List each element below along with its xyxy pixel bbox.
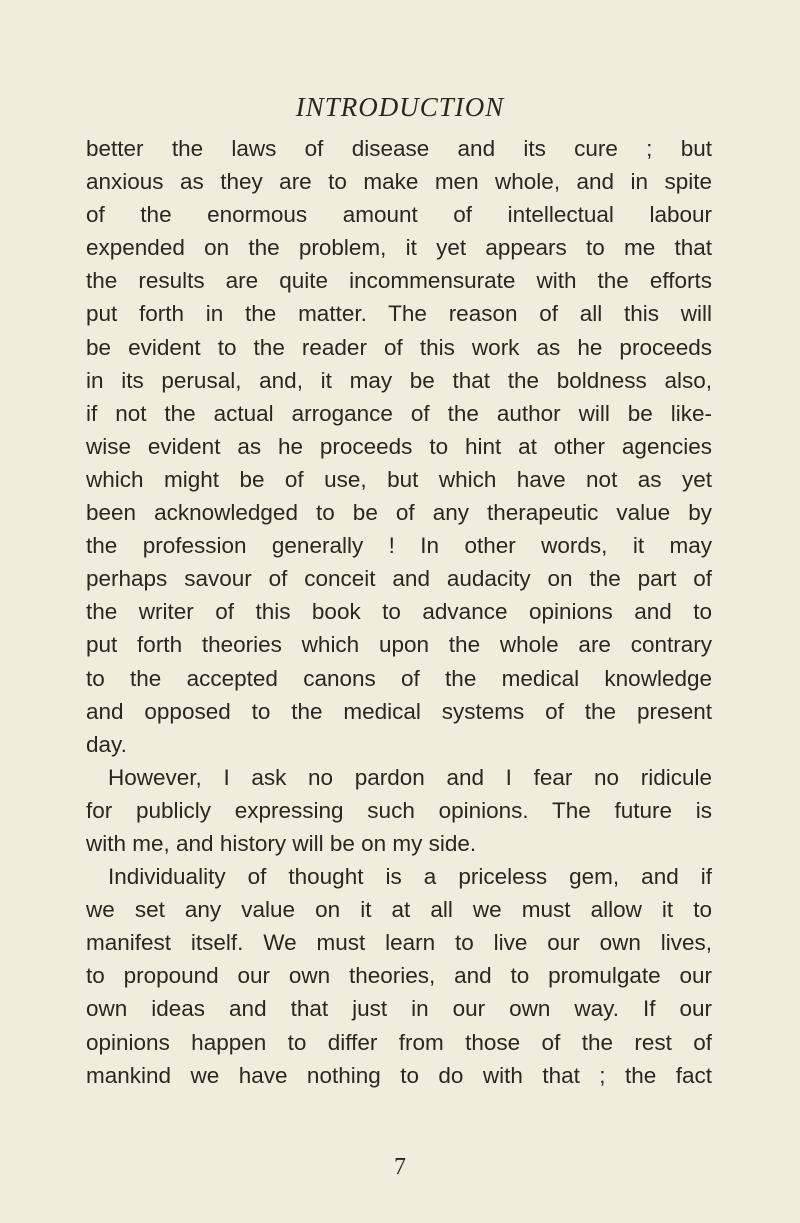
text-line: the writer of this book to advance opinions and to	[86, 599, 712, 625]
text-line: the results are quite incommensurate with the efforts	[86, 268, 712, 294]
text-line: wise evident as he proceeds to hint at other agencies	[86, 433, 712, 459]
text-line: put forth in the matter. The reason of all this will	[86, 301, 712, 327]
text-line: better the laws of disease and its cure ; but	[86, 136, 712, 161]
running-head: INTRODUCTION	[295, 92, 505, 122]
text-line: opinions happen to differ from those of the rest of	[86, 1029, 712, 1055]
text-line: which might be of use, but which have not as yet	[86, 466, 712, 492]
text-line: expended on the problem, it yet appears to me that	[86, 235, 712, 261]
text-line: the profession generally ! In other words, it may	[86, 533, 712, 559]
text-line: day.	[86, 731, 127, 757]
text-line: be evident to the reader of this work as he proceeds	[86, 334, 712, 360]
text-line: we set any value on it at all we must allow it to	[86, 897, 712, 923]
text-line: to propound our own theories, and to promulgate our	[86, 963, 712, 989]
text-line: if not the actual arrogance of the author will be like-	[86, 400, 712, 426]
text-line: with me, and history will be on my side.	[86, 830, 477, 856]
text-line: put forth theories which upon the whole are contrary	[86, 632, 712, 658]
text-line: to the accepted canons of the medical knowledge	[86, 665, 712, 691]
text-line: own ideas and that just in our own way. If our	[86, 996, 712, 1022]
text-line: mankind we have nothing to do with that ; the fact	[86, 1062, 712, 1088]
text-line: manifest itself. We must learn to live our own lives,	[86, 930, 712, 956]
text-line: However, I ask no pardon and I fear no ridicule	[108, 764, 712, 790]
text-line: anxious as they are to make men whole, and in spite	[86, 169, 712, 195]
text-line: and opposed to the medical systems of the present	[86, 698, 712, 724]
text-line: of the enormous amount of intellectual labour	[86, 202, 712, 228]
text-line: Individuality of thought is a priceless gem, and if	[108, 864, 712, 890]
text-line: been acknowledged to be of any therapeutic value by	[86, 500, 712, 526]
text-line: for publicly expressing such opinions. The future is	[86, 797, 712, 823]
text-line: perhaps savour of conceit and audacity on the part of	[86, 566, 712, 592]
text-line: in its perusal, and, it may be that the boldness also,	[86, 367, 712, 393]
body-text	[86, 132, 712, 1092]
page-number: 7	[394, 1154, 406, 1180]
